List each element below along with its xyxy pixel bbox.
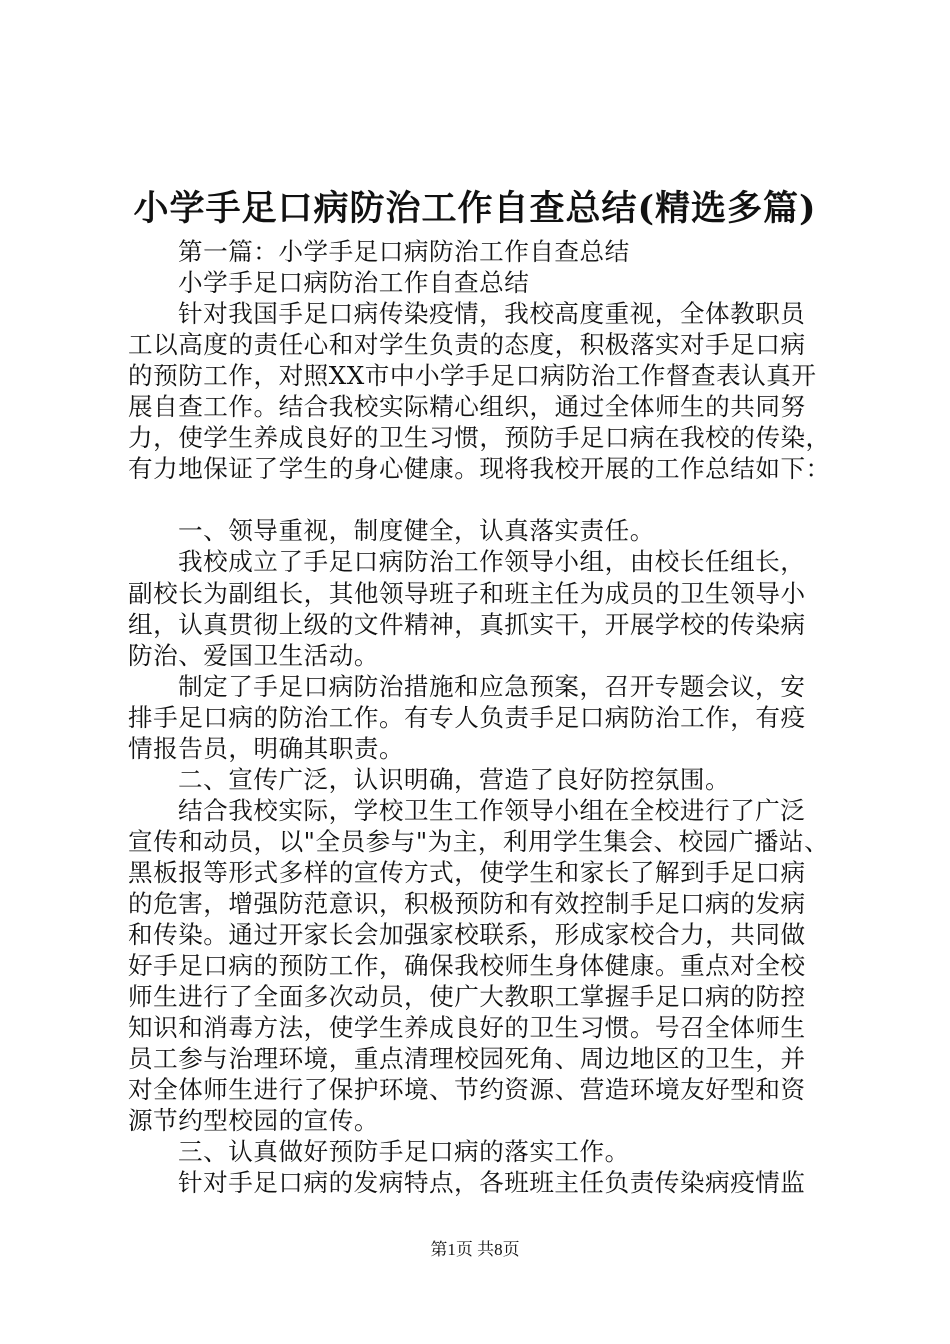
- body-line: 源节约型校园的宣传。: [128, 1106, 379, 1136]
- body-line: 结合我校实际，学校卫生工作领导小组在全校进行了广泛: [178, 795, 806, 825]
- body-line: 制定了手足口病防治措施和应急预案，召开专题会议，安: [178, 671, 806, 701]
- body-line: 一、领导重视，制度健全，认真落实责任。: [178, 516, 655, 546]
- body-line: 员工参与治理环境，重点清理校园死角、周边地区的卫生，并: [128, 1044, 806, 1074]
- body-line: 情报告员，明确其职责。: [128, 733, 405, 763]
- document-title: 小学手足口病防治工作自查总结(精选多篇): [133, 188, 817, 229]
- body-line: 展自查工作。结合我校实际精心组织，通过全体师生的共同努: [128, 392, 806, 422]
- body-line: 的危害，增强防范意识，积极预防和有效控制手足口病的发病: [128, 888, 806, 918]
- body-line: 我校成立了手足口病防治工作领导小组，由校长任组长，: [178, 547, 806, 577]
- body-line: 二、宣传广泛，认识明确，营造了良好防控氛围。: [178, 764, 731, 794]
- body-line: 对全体师生进行了保护环境、节约资源、营造环境友好型和资: [128, 1075, 806, 1105]
- body-line: 宣传和动员，以"全员参与"为主，利用学生集会、校园广播站、: [128, 826, 830, 856]
- body-line: 第一篇：小学手足口病防治工作自查总结: [178, 237, 630, 266]
- body-line: 针对我国手足口病传染疫情，我校高度重视，全体教职员: [178, 299, 806, 329]
- body-line: 组，认真贯彻上级的文件精神，真抓实干，开展学校的传染病: [128, 609, 806, 639]
- body-line: 知识和消毒方法，使学生养成良好的卫生习惯。号召全体师生: [128, 1013, 806, 1043]
- body-line: 防治、爱国卫生活动。: [128, 640, 379, 670]
- page-indicator: 第1页 共8页: [430, 1240, 520, 1259]
- body-line: 工以高度的责任心和对学生负责的态度，积极落实对手足口病: [128, 330, 806, 360]
- body-line: 小学手足口病防治工作自查总结: [178, 268, 530, 298]
- body-line: 三、认真做好预防手足口病的落实工作。: [178, 1137, 630, 1167]
- body-line: 好手足口病的预防工作，确保我校师生身体健康。重点对全校: [128, 951, 806, 981]
- body-line: 力，使学生养成良好的卫生习惯，预防手足口病在我校的传染，: [128, 423, 831, 453]
- document-body: [128, 236, 834, 1198]
- body-line: 副校长为副组长，其他领导班子和班主任为成员的卫生领导小: [128, 578, 806, 608]
- body-line: 排手足口病的防治工作。有专人负责手足口病防治工作，有疫: [128, 702, 806, 732]
- body-line: 有力地保证了学生的身心健康。现将我校开展的工作总结如下：: [128, 454, 831, 484]
- body-line: 师生进行了全面多次动员，使广大教职工掌握手足口病的防控: [128, 982, 806, 1012]
- blank-line: [128, 484, 834, 515]
- body-line: 和传染。通过开家长会加强家校联系，形成家校合力，共同做: [128, 920, 806, 950]
- body-line: 黑板报等形式多样的宣传方式，使学生和家长了解到手足口病: [128, 857, 806, 887]
- body-line: 针对手足口病的发病特点，各班班主任负责传染病疫情监: [178, 1168, 806, 1198]
- body-line: 的预防工作，对照XX市中小学手足口病防治工作督查表认真开: [128, 361, 817, 391]
